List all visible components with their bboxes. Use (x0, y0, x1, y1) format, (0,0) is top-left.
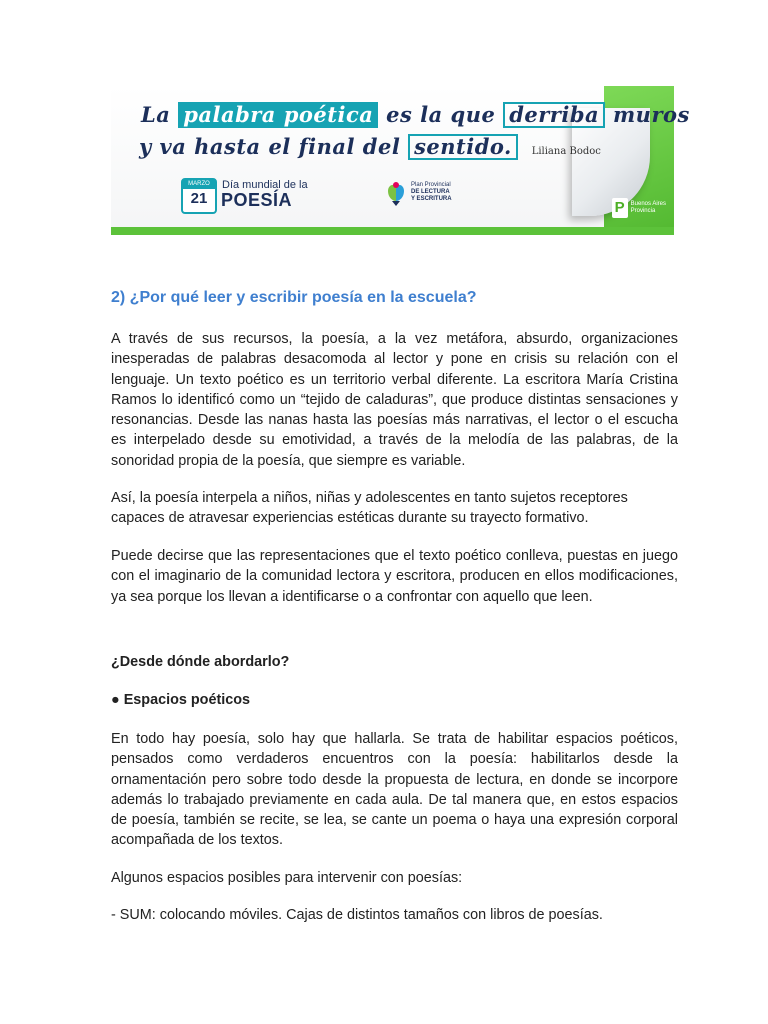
ba-line-2: Provincia (630, 208, 656, 214)
subheading-poetic-spaces: ● Espacios poéticos (111, 692, 251, 708)
calendar-month: MARZO (183, 180, 215, 189)
buenos-aires-text (631, 201, 666, 215)
calendar-day: 21 (190, 190, 208, 207)
calendar-icon (181, 178, 217, 214)
quote-highlight: palabra poética (178, 102, 378, 128)
paragraph-5: Algunos espacios posibles para intervenir con poesías: (111, 870, 463, 886)
quote-text: es la que (386, 102, 496, 127)
quote-highlight-outline: sentido. (408, 134, 518, 160)
plan-line-2: DE LECTURA (411, 189, 450, 195)
event-label: Día mundial de la (222, 179, 308, 191)
paragraph-4: En todo hay poesía, solo hay que hallarla. Se trata de habilitar espacios poéticos, pensados como verdaderos encuentros con la poesía: habilitarlos desde la ornamentación pero sobre todo desde la propuesta de lectura, en donde se incorpore además lo trabajado previamente en cada aula. De tal manera que, en estos espacios de poesía, también se recite, se lea, se cante un poema o haya una expresión corporal acompañada de los textos. (111, 731, 678, 849)
ba-line-1: Buenos Aires (630, 201, 666, 207)
quote-word: La (141, 102, 171, 127)
paragraph-1: A través de sus recursos, la poesía, a la vez metáfora, absurdo, organizaciones inesperadas de palabras desacomoda al lector y pone en crisis su relación con el lenguaje. Un texto poético es un territorio verbal diferente. La escritora María Cristina Ramos lo identificó como un “tejido de caladuras”, que produce distintas sensaciones y resonancias. Desde las nanas hasta las poesías más narrativas, el lector o el escucha es interpelado desde su emotividad, a través de la melodía de las palabras, de la sonoridad propia de la poesía, que siempre es variable. (111, 331, 678, 469)
plan-line-3: Y ESCRITURA (411, 196, 452, 202)
paragraph-6: - SUM: colocando móviles. Cajas de distintos tamaños con libros de poesías. (111, 907, 603, 923)
quote-text-end: muros (612, 102, 690, 127)
event-title: POESÍA (221, 190, 293, 210)
quote-line-1 (141, 102, 690, 128)
paragraph-2: Así, la poesía interpela a niños, niñas y adolescentes en tanto sujetos receptores capaces de atravesar experiencias estéticas durante su trayecto formativo. (111, 490, 628, 527)
buenos-aires-logo (612, 198, 666, 218)
buenos-aires-p-icon: P (612, 198, 628, 218)
plan-line-1: Plan Provincial (411, 182, 451, 188)
quote-line-2 (139, 134, 601, 160)
plan-provincial-text (411, 182, 452, 203)
quote-author: Liliana Bodoc (531, 146, 601, 157)
poetry-day-banner (111, 86, 690, 235)
banner-green-stripe (111, 227, 674, 235)
section-heading: 2) ¿Por qué leer y escribir poesía en la escuela? (111, 289, 477, 306)
quote-highlight-outline: derriba (503, 102, 605, 128)
paragraph-3: Puede decirse que las representaciones que el texto poético conlleva, puestas en juego con el imaginario de la comunidad lectora y escritora, producen en ellos modificaciones, ya sea porque los llevan a identificarse o a confrontar con aquello que leen. (111, 548, 678, 605)
subheading-approach: ¿Desde dónde abordarlo? (111, 654, 290, 670)
quote-text: y va hasta el final del (139, 134, 401, 159)
plan-provincial-logo-icon (384, 181, 406, 207)
